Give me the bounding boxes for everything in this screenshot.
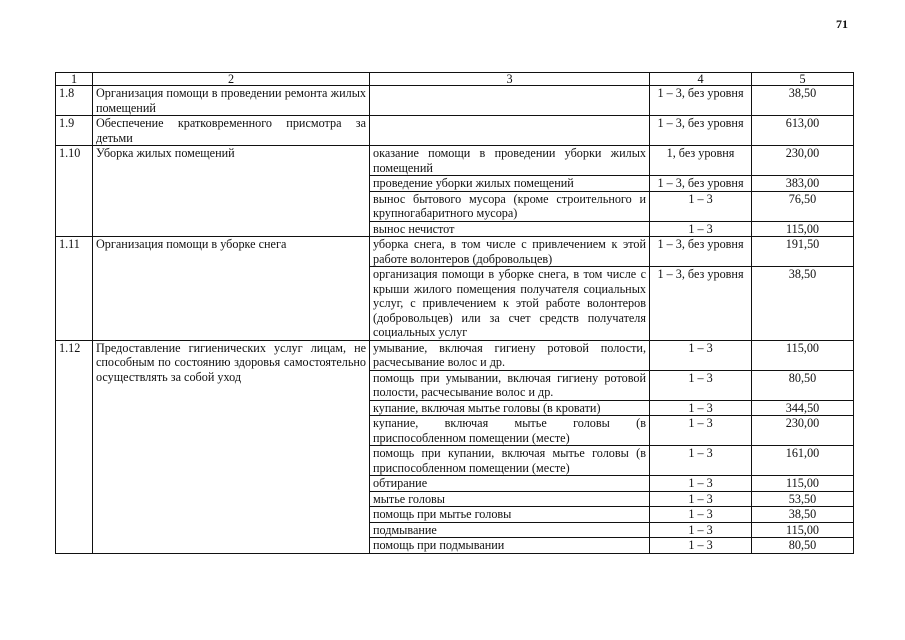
service-level: 1 – 3: [650, 491, 752, 507]
column-header: 3: [370, 73, 650, 86]
service-price: 230,00: [752, 416, 854, 446]
service-price: 230,00: [752, 146, 854, 176]
service-detail: проведение уборки жилых помещений: [370, 176, 650, 192]
service-detail: помощь при умывании, включая гигиену ротовой полости, расчесывание волос и др.: [370, 370, 650, 400]
service-detail: помощь при купании, включая мытье головы (в приспособленном помещении (месте): [370, 446, 650, 476]
service-level: 1 – 3: [650, 340, 752, 370]
service-price: 80,50: [752, 538, 854, 554]
service-name: Уборка жилых помещений: [93, 146, 370, 237]
service-level: 1 – 3: [650, 446, 752, 476]
service-number: 1.9: [56, 116, 93, 146]
service-number: 1.10: [56, 146, 93, 237]
service-detail: оказание помощи в проведении уборки жилых помещений: [370, 146, 650, 176]
service-price: 80,50: [752, 370, 854, 400]
column-header: 1: [56, 73, 93, 86]
service-detail: мытье головы: [370, 491, 650, 507]
service-price: 191,50: [752, 237, 854, 267]
service-detail: уборка снега, в том числе с привлечением к этой работе волонтеров (добровольцев): [370, 237, 650, 267]
table-row: [56, 116, 854, 146]
service-detail: [370, 116, 650, 146]
service-detail: помощь при мытье головы: [370, 507, 650, 523]
service-name: Организация помощи в уборке снега: [93, 237, 370, 341]
service-level: 1 – 3, без уровня: [650, 86, 752, 116]
table-row: [56, 237, 854, 267]
service-level: 1 – 3: [650, 400, 752, 416]
column-header: 2: [93, 73, 370, 86]
service-level: 1, без уровня: [650, 146, 752, 176]
service-level: 1 – 3: [650, 476, 752, 492]
column-header: 4: [650, 73, 752, 86]
service-price: 115,00: [752, 476, 854, 492]
service-detail: умывание, включая гигиену ротовой полости, расчесывание волос и др.: [370, 340, 650, 370]
service-detail: вынос нечистот: [370, 221, 650, 237]
service-level: 1 – 3: [650, 221, 752, 237]
page-number: 71: [836, 17, 848, 31]
service-price: 53,50: [752, 491, 854, 507]
column-number-row: [56, 73, 854, 86]
service-detail: купание, включая мытье головы (в кровати): [370, 400, 650, 416]
service-detail: купание, включая мытье головы (в приспособленном помещении (месте): [370, 416, 650, 446]
service-price: 76,50: [752, 191, 854, 221]
service-level: 1 – 3: [650, 370, 752, 400]
services-tariff-table: [55, 72, 854, 554]
service-level: 1 – 3, без уровня: [650, 267, 752, 341]
table-row: [56, 146, 854, 176]
service-detail: обтирание: [370, 476, 650, 492]
service-level: 1 – 3: [650, 416, 752, 446]
service-price: 613,00: [752, 116, 854, 146]
service-price: 38,50: [752, 267, 854, 341]
service-detail: организация помощи в уборке снега, в том числе с крыши жилого помещения получателя социальных услуг, с привлечением к этой работе волонтеров (добровольцев) или за счет средств получателя социальных услуг: [370, 267, 650, 341]
service-level: 1 – 3, без уровня: [650, 176, 752, 192]
service-name: Обеспечение кратковременного присмотра за детьми: [93, 116, 370, 146]
service-price: 344,50: [752, 400, 854, 416]
service-price: 38,50: [752, 507, 854, 523]
column-header: 5: [752, 73, 854, 86]
service-price: 115,00: [752, 340, 854, 370]
service-level: 1 – 3: [650, 522, 752, 538]
service-name: Предоставление гигиенических услуг лицам, не способным по состоянию здоровья самостоятельно осуществлять за собой уход: [93, 340, 370, 553]
service-level: 1 – 3: [650, 507, 752, 523]
service-level: 1 – 3: [650, 538, 752, 554]
service-price: 383,00: [752, 176, 854, 192]
service-price: 161,00: [752, 446, 854, 476]
service-number: 1.11: [56, 237, 93, 341]
service-level: 1 – 3, без уровня: [650, 116, 752, 146]
service-price: 115,00: [752, 522, 854, 538]
service-detail: подмывание: [370, 522, 650, 538]
service-detail: вынос бытового мусора (кроме строительного и крупногабаритного мусора): [370, 191, 650, 221]
service-level: 1 – 3, без уровня: [650, 237, 752, 267]
table-row: [56, 340, 854, 370]
service-level: 1 – 3: [650, 191, 752, 221]
service-number: 1.12: [56, 340, 93, 553]
service-detail: [370, 86, 650, 116]
service-price: 38,50: [752, 86, 854, 116]
table-body: [56, 73, 854, 554]
service-name: Организация помощи в проведении ремонта жилых помещений: [93, 86, 370, 116]
service-detail: помощь при подмывании: [370, 538, 650, 554]
service-price: 115,00: [752, 221, 854, 237]
table-row: [56, 86, 854, 116]
service-number: 1.8: [56, 86, 93, 116]
